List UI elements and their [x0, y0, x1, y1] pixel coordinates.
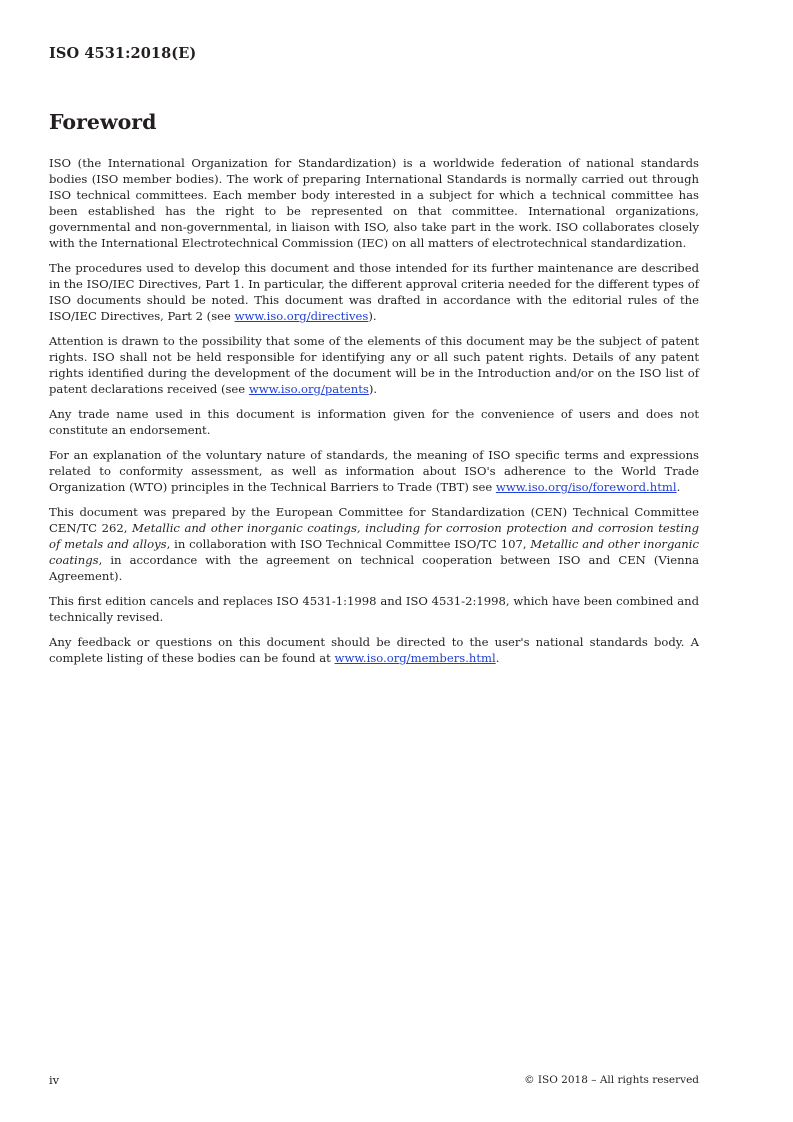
link-members[interactable]: www.iso.org/members.html — [334, 651, 496, 665]
paragraph-text: Attention is drawn to the possibility that some of the elements of this document may be the subject of patent rights. ISO shall not be held responsible for identifying any or all such patent rights. Details of any patent rights identified during the development of the document will be in the Introduction and/or on the ISO list of patent declarations received (see — [49, 334, 699, 396]
paragraph-text: , in collaboration with ISO Technical Committee ISO/TC 107, — [166, 537, 531, 551]
link-foreword[interactable]: www.iso.org/iso/foreword.html — [495, 480, 677, 494]
link-patents[interactable]: www.iso.org/patents — [248, 382, 369, 396]
paragraph-text: For an explanation of the voluntary nature of standards, the meaning of ISO specific terms and expressions related to conformity assessment, as well as information about ISO's adherence to the World Trade Organization (WTO) principles in the Technical Barriers to Trade (TBT) see — [49, 448, 699, 494]
foreword-body — [49, 155, 699, 675]
paragraph-text: The procedures used to develop this document and those intended for its further maintenance are described in the ISO/IEC Directives, Part 1. In particular, the different approval criteria needed for the different types of ISO documents should be noted. This document was drafted in accordance with the editorial rules of the ISO/IEC Directives, Part 2 (see — [49, 261, 699, 323]
paragraph-text-after: . — [495, 651, 500, 665]
paragraph-feedback — [49, 634, 699, 666]
paragraph-voluntary-nature — [49, 447, 699, 495]
link-directives[interactable]: www.iso.org/directives — [234, 309, 369, 323]
committee-title-cen: Metallic and other inorganic coatings, including for corrosion protection and corrosion testing of metals and alloys — [49, 521, 699, 551]
paragraph-prepared-by — [49, 504, 699, 584]
paragraph-text-after: ). — [368, 382, 378, 396]
paragraph-edition: This first edition cancels and replaces ISO 4531-1:1998 and ISO 4531-2:1998, which have been combined and technically revised. — [49, 594, 699, 624]
page-number: iv — [49, 1073, 60, 1087]
paragraph-text: , in accordance with the agreement on technical cooperation between ISO and CEN (Vienna Agreement). — [49, 553, 699, 583]
paragraph-iso-intro: ISO (the International Organization for Standardization) is a worldwide federation of national standards bodies (ISO member bodies). The work of preparing International Standards is normally carried out through ISO technical committees. Each member body interested in a subject for which a technical committee has been established has the right to be represented on that committee. International organizations, governmental and non-governmental, in liaison with ISO, also take part in the work. ISO collaborates closely with the International Electrotechnical Commission (IEC) on all matters of electrotechnical standardization. — [49, 156, 699, 250]
page-title: Foreword — [49, 110, 157, 134]
paragraph-trade-name: Any trade name used in this document is information given for the convenience of users and does not constitute an endorsement. — [49, 407, 699, 437]
paragraph-text: Any feedback or questions on this document should be directed to the user's national standards body. A complete listing of these bodies can be found at — [49, 635, 699, 665]
paragraph-procedures — [49, 260, 699, 324]
document-id-header: ISO 4531:2018(E) — [49, 45, 197, 62]
paragraph-text-after: ). — [368, 309, 377, 323]
paragraph-patents — [49, 333, 699, 397]
copyright-notice: © ISO 2018 – All rights reserved — [524, 1074, 699, 1086]
paragraph-text: This document was prepared by the European Committee for Standardization (CEN) Technical Committee CEN/TC 262, — [49, 505, 699, 535]
paragraph-text-after: . — [676, 480, 681, 494]
committee-title-iso: Metallic and other inorganic coatings — [49, 537, 699, 567]
